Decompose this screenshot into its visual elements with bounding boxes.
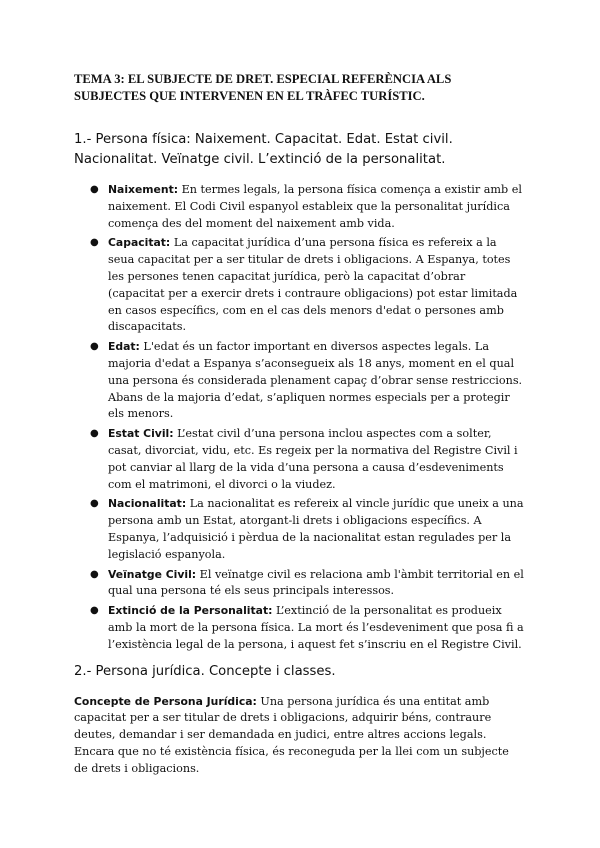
bullet-icon: ● — [90, 341, 99, 353]
section-2-paragraph — [74, 694, 524, 778]
section-1-heading: 1.- Persona física: Naixement. Capacitat. Edat. Estat civil. Nacionalitat. Veïnatge civil. L’extinció de la personalitat. — [74, 132, 453, 167]
list-item — [90, 603, 524, 653]
bullet-icon: ● — [90, 237, 99, 249]
item-term: Edat: — [108, 340, 140, 354]
item-text: L’extinció de la personalitat es produeix amb la mort de la persona física. La mort és l’esdeveniment que posa fi a l’existència legal de la persona, i aquest fet s’inscriu en el Registre Civil. — [108, 604, 524, 651]
list-item — [90, 339, 524, 423]
list-item — [90, 496, 524, 563]
bullet-icon: ● — [90, 498, 99, 510]
document-title: TEMA 3: EL SUBJECTE DE DRET. ESPECIAL REFERÈNCIA ALS SUBJECTES QUE INTERVENEN EN EL TRÀFEC TURÍSTIC. — [74, 72, 452, 103]
item-text: L'edat és un factor important en diversos aspectes legals. La majoria d'edat a Espanya s’aconsegueix als 18 anys, moment en el qual una persona és considerada plenament capaç d’obrar sense restriccions. Abans de la majoria d’edat, s’apliquen normes especials per a protegir els menors. — [108, 340, 523, 421]
item-term: Naixement: — [108, 183, 179, 196]
item-term: Veïnatge Civil: — [108, 567, 197, 581]
list-item — [90, 182, 524, 232]
item-term: Capacitat: — [108, 236, 171, 250]
paragraph-term: Concepte de Persona Jurídica: — [74, 694, 257, 708]
item-text: L’estat civil d’una persona inclou aspectes com a solter, casat, divorciat, vidu, etc. Es regeix per la normativa del Registre Civil i pot canviar al llarg de la vida d’una persona a causa d’esdeveniments com el matrimoni, el divorci o la viudez. — [108, 427, 518, 491]
item-term: Extinció de la Personalitat: — [108, 604, 273, 618]
item-text: La capacitat jurídica d’una persona física es refereix a la seua capacitat per a ser titular de drets i obligacions. A Espanya, totes les persones tenen capacitat jurídica, però la capacitat d’obrar (capacitat per a exercir drets i contraure obligacions) pot estar limitada en casos específics, com en el cas dels menors d'edat o persones amb discapacitats. — [108, 236, 518, 334]
item-term: Estat Civil: — [108, 427, 174, 441]
list-item — [90, 235, 524, 336]
item-term: Nacionalitat: — [108, 497, 187, 511]
item-text: La nacionalitat es refereix al vincle jurídic que uneix a una persona amb un Estat, atorgant-li drets i obligacions específics. A Espanya, l’adquisició i pèrdua de la nacionalitat estan regulades per la legislació espanyola. — [108, 497, 524, 561]
paragraph-text: Una persona jurídica és una entitat amb capacitat per a ser titular de drets i obligacions, adquirir béns, contraure deutes, demandar i ser demandada en judici, entre altres accions legals. Encara que no té existència física, és reconeguda per la llei com un subjecte de drets i obligacions. — [74, 694, 509, 775]
list-item — [90, 426, 524, 493]
bullet-icon: ● — [90, 184, 99, 195]
list-item — [90, 567, 524, 601]
bullet-icon: ● — [90, 428, 99, 440]
bullet-icon: ● — [90, 605, 99, 617]
section-2-heading: 2.- Persona jurídica. Concepte i classes. — [74, 663, 336, 679]
bullet-icon: ● — [90, 568, 99, 580]
item-text: En termes legals, la persona física comença a existir amb el naixement. El Codi Civil espanyol estableix que la personalitat jurídica comença des del moment del naixement amb vida. — [108, 183, 522, 230]
item-text: El veïnatge civil es relaciona amb l'àmbit territorial en el qual una persona té els seus principals interessos. — [108, 567, 524, 598]
section-1-list — [74, 182, 524, 654]
